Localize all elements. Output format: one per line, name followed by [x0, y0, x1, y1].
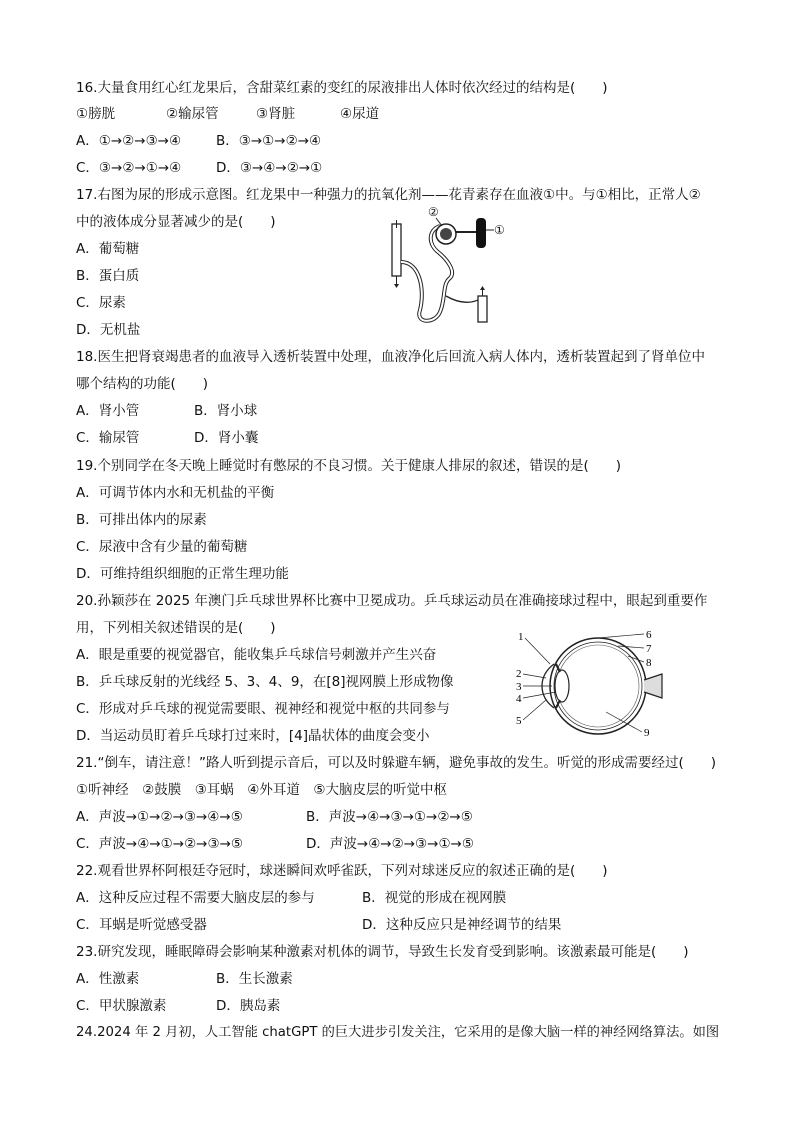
q18-option-a: A．肾小管: [76, 403, 140, 419]
q19-option-d: D．可维持组织细胞的正常生理功能: [76, 566, 289, 582]
q21-items: ①听神经 ②鼓膜 ③耳蜗 ④外耳道 ⑤大脑皮层的听觉中枢: [76, 782, 448, 798]
q21-option-a: A．声波→①→②→③→④→⑤: [76, 809, 243, 825]
eye-label-5: 5: [516, 715, 522, 727]
eye-label-1: 1: [518, 631, 524, 643]
q20-option-d: D．当运动员盯着乒乓球打过来时，[4]晶状体的曲度会变小: [76, 728, 430, 744]
eye-label-7: 7: [646, 643, 652, 655]
q23-option-d: D．胰岛素: [216, 998, 281, 1014]
eye-label-6: 6: [646, 629, 652, 641]
q21-option-b: B．声波→④→③→①→②→⑤: [306, 809, 473, 825]
q22-option-d: D．这种反应只是神经调节的结果: [362, 917, 562, 933]
q20-stem-line2: 用，下列相关叙述错误的是( ): [76, 620, 276, 636]
q20-option-a: A．眼是重要的视觉器官，能收集乒乓球信号刺激并产生兴奋: [76, 647, 437, 663]
q23-option-c: C．甲状腺激素: [76, 998, 167, 1014]
eye-label-3: 3: [516, 681, 522, 693]
q17-option-d: D．无机盐: [76, 322, 141, 338]
eye-diagram: [510, 624, 670, 742]
nephron-label-1: ①: [494, 223, 505, 237]
q22-stem: 22.观看世界杯阿根廷夺冠时，球迷瞬间欢呼雀跃，下列对球迷反应的叙述正确的是( ): [76, 863, 608, 879]
q22-option-c: C．耳蜗是听觉感受器: [76, 917, 207, 933]
q16-item-1: ①膀胱: [76, 106, 116, 122]
q16-stem: 16.大量食用红心红龙果后，含甜菜红素的变红的尿液排出人体时依次经过的结构是( ): [76, 80, 608, 96]
q21-option-d: D．声波→④→②→③→①→⑤: [306, 836, 474, 852]
q17-option-c: C．尿素: [76, 295, 126, 311]
q21-option-c: C．声波→④→①→②→③→⑤: [76, 836, 243, 852]
q18-option-d: D．肾小囊: [194, 430, 259, 446]
q22-option-a: A．这种反应过程不需要大脑皮层的参与: [76, 890, 315, 906]
q16-option-b: B．③→①→②→④: [216, 133, 322, 149]
q17-stem-line1: 17.右图为尿的形成示意图。红龙果中一种强力的抗氧化剂——花青素存在血液①中。与①相比，正常人②: [76, 187, 701, 203]
q19-option-b: B．可排出体内的尿素: [76, 512, 207, 528]
q20-stem-line1: 20.孙颖莎在 2025 年澳门乒乓球世界杯比赛中卫冕成功。乒乓球运动员在准确接球过程中，眼起到重要作: [76, 593, 708, 609]
q23-stem: 23.研究发现，睡眠障碍会影响某种激素对机体的调节，导致生长发育受到影响。该激素最可能是( ): [76, 944, 689, 960]
q23-option-b: B．生长激素: [216, 971, 293, 987]
q17-option-b: B．蛋白质: [76, 268, 140, 284]
nephron-label-2: ②: [428, 205, 439, 219]
q22-option-b: B．视觉的形成在视网膜: [362, 890, 507, 906]
eye-label-8: 8: [646, 657, 652, 669]
q18-option-b: B．肾小球: [194, 403, 258, 419]
q16-item-3: ③肾脏: [256, 106, 296, 122]
q16-option-d: D．③→④→②→①: [216, 160, 323, 176]
eye-label-9: 9: [644, 727, 650, 739]
q19-stem: 19.个别同学在冬天晚上睡觉时有憋尿的不良习惯。关于健康人排尿的叙述，错误的是( ): [76, 458, 622, 474]
q19-option-c: C．尿液中含有少量的葡萄糖: [76, 539, 248, 555]
q16-option-a: A．①→②→③→④: [76, 133, 182, 149]
q24-stem: 24.2024 年 2 月初，人工智能 chatGPT 的巨大进步引发关注，它采用的是像大脑一样的神经网络算法。如图: [76, 1025, 720, 1040]
nephron-diagram: [380, 200, 520, 330]
q17-stem-line2: 中的液体成分显著减少的是( ): [76, 214, 276, 230]
q16-item-2: ②输尿管: [166, 106, 219, 122]
q20-option-c: C．形成对乒乓球的视觉需要眼、视神经和视觉中枢的共同参与: [76, 701, 450, 717]
q18-option-c: C．输尿管: [76, 430, 140, 446]
q21-stem: 21.“倒车，请注意！”路人听到提示音后，可以及时躲避车辆，避免事故的发生。听觉的形成需要经过( ): [76, 755, 716, 771]
q16-item-4: ④尿道: [340, 106, 380, 122]
eye-label-2: 2: [516, 668, 522, 680]
eye-label-4: 4: [516, 693, 522, 705]
q16-option-c: C．③→②→①→④: [76, 160, 182, 176]
q17-option-a: A．葡萄糖: [76, 241, 140, 257]
q23-option-a: A．性激素: [76, 971, 140, 987]
q20-option-b: B．乒乓球反射的光线经 5、3、4、9，在[8]视网膜上形成物像: [76, 674, 454, 690]
q18-stem-line2: 哪个结构的功能( ): [76, 376, 209, 392]
q19-option-a: A．可调节体内水和无机盐的平衡: [76, 485, 275, 501]
q18-stem-line1: 18.医生把肾衰竭患者的血液导入透析装置中处理，血液净化后回流入病人体内，透析装置起到了肾单位中: [76, 349, 705, 365]
